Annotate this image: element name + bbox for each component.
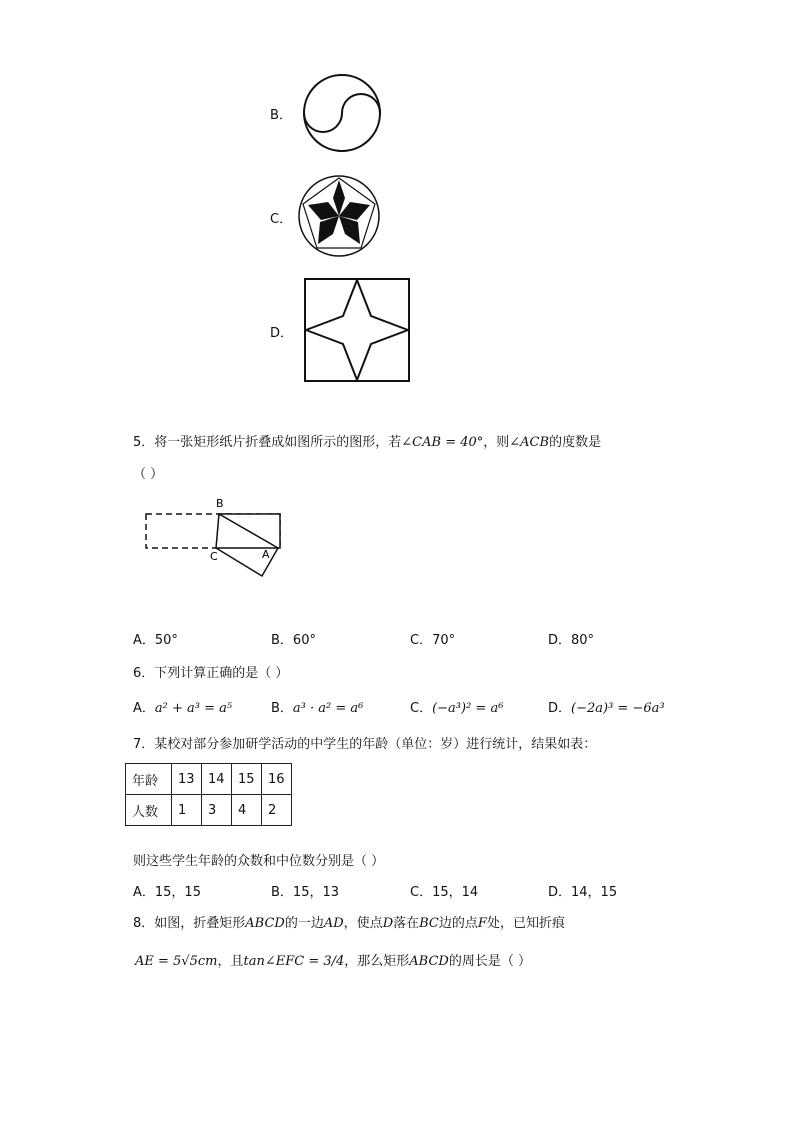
label-a: A xyxy=(262,548,270,561)
question-5-paren: （ ） xyxy=(133,467,164,482)
four-point-star-in-square-figure xyxy=(304,278,410,382)
table-row xyxy=(126,795,292,826)
q7-option-c: C．15，14 xyxy=(410,885,479,900)
star-in-pentagon-figure xyxy=(297,174,381,258)
question-7-stem: 7．某校对部分参加研学活动的中学生的年龄（单位：岁）进行统计，结果如表： xyxy=(133,737,597,752)
table-cell: 4 xyxy=(232,795,262,826)
q5-option-d: D．80° xyxy=(548,633,595,648)
table-row xyxy=(126,764,292,795)
q6-option-a: A．a² + a³ = a⁵ xyxy=(133,701,233,716)
question-5-stem: 5．将一张矩形纸片折叠成如图所示的图形，若∠CAB = 40°，则∠ACB的度数是 xyxy=(133,435,602,450)
question-6-stem: 6．下列计算正确的是（ ） xyxy=(133,666,289,681)
question-8-stem-2: AE = 5√5cm，且tan∠EFC = 3/4，那么矩形ABCD的周长是（ ） xyxy=(135,954,531,969)
age-stats-table xyxy=(125,763,292,826)
option-d-label: D． xyxy=(270,326,294,341)
table-cell: 16 xyxy=(262,764,292,795)
table-cell: 1 xyxy=(172,795,202,826)
q5-option-a: A．50° xyxy=(133,633,178,648)
option-b-label: B． xyxy=(270,108,292,123)
q6-option-d: D．(−2a)³ = −6a³ xyxy=(548,701,665,716)
q5-option-b: B．60° xyxy=(271,633,316,648)
q6-option-b: B．a³ · a² = a⁶ xyxy=(271,701,364,716)
table-cell: 3 xyxy=(202,795,232,826)
table-cell: 13 xyxy=(172,764,202,795)
q7-option-b: B．15，13 xyxy=(271,885,340,900)
table-header-age: 年龄 xyxy=(126,764,172,795)
q7-option-d: D．14，15 xyxy=(548,885,618,900)
label-c: C xyxy=(210,550,218,563)
table-cell: 15 xyxy=(232,764,262,795)
table-cell: 2 xyxy=(262,795,292,826)
q5-option-c: C．70° xyxy=(410,633,456,648)
yin-yang-figure xyxy=(302,73,382,153)
label-b: B xyxy=(216,497,224,510)
question-7-question: 则这些学生年龄的众数和中位数分别是（ ） xyxy=(133,854,385,869)
option-c-label: C． xyxy=(270,212,293,227)
table-header-count: 人数 xyxy=(126,795,172,826)
table-cell: 14 xyxy=(202,764,232,795)
folded-paper-figure xyxy=(140,492,290,584)
q6-option-c: C．(−a³)² = a⁶ xyxy=(410,701,504,716)
question-8-stem: 8．如图，折叠矩形ABCD的一边AD，使点D落在BC边的点F处，已知折痕 xyxy=(133,916,565,931)
q7-option-a: A．15，15 xyxy=(133,885,201,900)
